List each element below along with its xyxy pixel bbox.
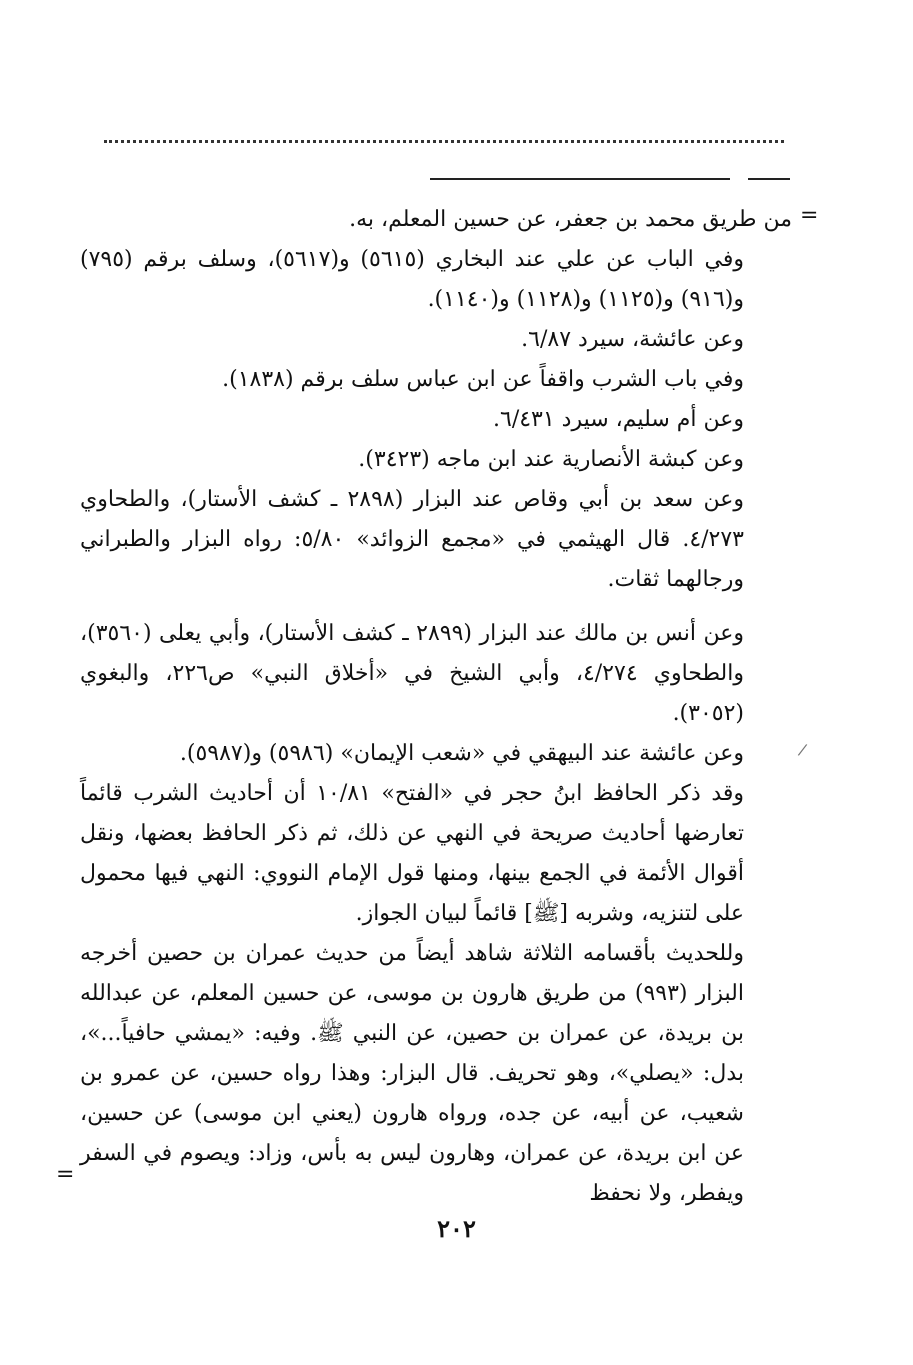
dotted-separator xyxy=(104,140,784,143)
paragraph-2: وفي الباب عن علي عند البخاري (٥٦١٥) و(٥٦١٧)، وسلف برقم (٧٩٥) و(٩١٦) و(١١٢٥) و(١١٢٨) و(١١٤٠). xyxy=(80,247,744,312)
footnote-body xyxy=(80,200,792,1214)
paragraph-11: وللحديث بأقسامه الثلاثة شاهد أيضاً من حديث عمران بن حصين أخرجه البزار (٩٩٣) من طريق هارون بن موسى، عن حسين المعلم، عن عبدالله بن بريدة، عن عمران بن حصين، عن النبي ﷺ. وفيه: «يمشي حافياً...»، بدل: «يصلي»، وهو تحريف. قال البزار: وهذا رواه حسين، عن عمرو بن شعيب، عن أبيه، عن جده، ورواه هارون (يعني ابن موسى) عن حسين، عن ابن بريدة، عن عمران، وهارون ليس به بأس، وزاد: ويصوم في السفر ويفطر، ولا نحفظ xyxy=(80,941,744,1206)
continuation-mark-start: = xyxy=(800,203,819,228)
paragraph-10: وقد ذكر الحافظ ابنُ حجر في «الفتح» ١٠/٨١ أن أحاديث الشرب قائماً تعارضها أحاديث صريحة في النهي عن ذلك، ثم ذكر الحافظ بعضها، ونقل أقوال الأئمة في الجمع بينها، ومنها قول الإمام النووي: النهي فيها محمول على لتنزيه، وشربه [ﷺ] قائماً لبيان الجواز. xyxy=(80,781,745,926)
page-number: ٢٠٢ xyxy=(437,1214,476,1243)
paragraph-9: وعن عائشة عند البيهقي في «شعب الإيمان» (٥٩٨٦) و(٥٩٨٧). xyxy=(179,741,744,766)
footnote-rule-short xyxy=(748,178,790,180)
paragraph-8: وعن أنس بن مالك عند البزار (٢٨٩٩ ـ كشف الأستار)، وأبي يعلى (٣٥٦٠)، والطحاوي ٤/٢٧٤، وأبي الشيخ في «أخلاق النبي» ص٢٢٦، والبغوي (٣٠٥٢). xyxy=(80,621,744,726)
paragraph-3: وعن عائشة، سيرد ٦/٨٧. xyxy=(521,327,744,352)
paragraph-5: وعن أم سليم، سيرد ٦/٤٣١. xyxy=(493,407,744,432)
continuation-mark-end: = xyxy=(56,1162,75,1187)
margin-pencil-mark: / xyxy=(796,739,809,760)
paragraph-1: من طريق محمد بن جعفر، عن حسين المعلم، به. xyxy=(349,207,792,232)
paragraph-6: وعن كبشة الأنصارية عند ابن ماجه (٣٤٢٣). xyxy=(358,447,744,472)
footnote-rule xyxy=(430,178,730,180)
paragraph-4: وفي باب الشرب واقفاً عن ابن عباس سلف برقم (١٨٣٨). xyxy=(222,367,744,392)
paragraph-7: وعن سعد بن أبي وقاص عند البزار (٢٨٩٨ ـ كشف الأستار)، والطحاوي ٤/٢٧٣. قال الهيثمي في «مجمع الزوائد» ٥/٨٠: رواه البزار والطبراني ورجالهما ثقات. xyxy=(80,487,744,592)
